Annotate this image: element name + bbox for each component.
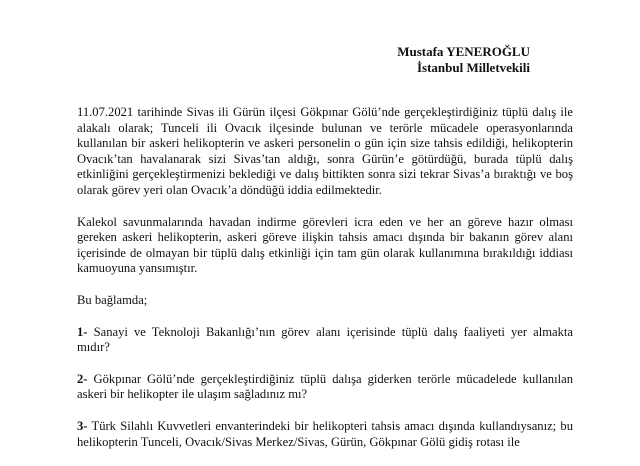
- question-number: 3-: [77, 418, 88, 433]
- question-number: 1-: [77, 324, 88, 339]
- signature-block: [0, 44, 530, 76]
- question-text: Gökpınar Gölü’nde gerçekleştirdiğiniz tüplü dalışa giderken terörle mücadelede kullanılan askeri bir helikopter ile ulaşım sağladınız mı?: [77, 371, 573, 402]
- document-body: [77, 105, 573, 466]
- paragraph-intro: 11.07.2021 tarihinde Sivas ili Gürün ilçesi Gökpınar Gölü’nde gerçekleştirdiğiniz tüplü dalış ile alakalı olarak; Tunceli ili Ovacık ilçesinde bulunan ve terörle mücadele operasyonlarında kullanılan bir askeri helikopterin ve askeri personelin o gün için size tahsis edildiği, helikopterin Ovacık’tan havalanarak sizi Sivas’tan aldığı, sonra Gürün’e götürdüğü, burada tüplü dalış etkinliğini gerçekleştirmenizi beklediği ve dalış bittikten sonra sizi tekrar Sivas’a bıraktığı ve boş olarak görev yeri olan Ovacık’a döndüğü iddia edilmektedir.: [77, 105, 573, 197]
- question-3: [77, 419, 573, 450]
- paragraph-claim: Kalekol savunmalarında havadan indirme görevleri icra eden ve her an göreve hazır olması gereken askeri helikopterin, askeri göreve ilişkin tahsis amacı dışında bir bakanın görev alanı içerisinde de olmayan bir tüplü dalış etkinliği için tam gün olarak kullanımına bırakıldığı iddiası kamuoyuna yansımıştır.: [77, 214, 573, 276]
- paragraph-lead-in: Bu bağlamda;: [77, 292, 148, 307]
- question-2: [77, 372, 573, 403]
- deputy-title: İstanbul Milletvekili: [416, 60, 530, 75]
- question-text: Sanayi ve Teknoloji Bakanlığı’nın görev alanı içerisinde tüplü dalış faaliyeti yer almakta mıdır?: [77, 324, 573, 355]
- question-1: [77, 325, 573, 356]
- deputy-name: Mustafa YENEROĞLU: [397, 44, 530, 59]
- question-number: 2-: [77, 371, 88, 386]
- question-text: Türk Silahlı Kuvvetleri envanterindeki bir helikopteri tahsis amacı dışında kullandıysanız; bu helikopterin Tunceli, Ovacık/Sivas Merkez/Sivas, Gürün, Gökpınar Gölü gidiş rotası ile: [77, 418, 573, 449]
